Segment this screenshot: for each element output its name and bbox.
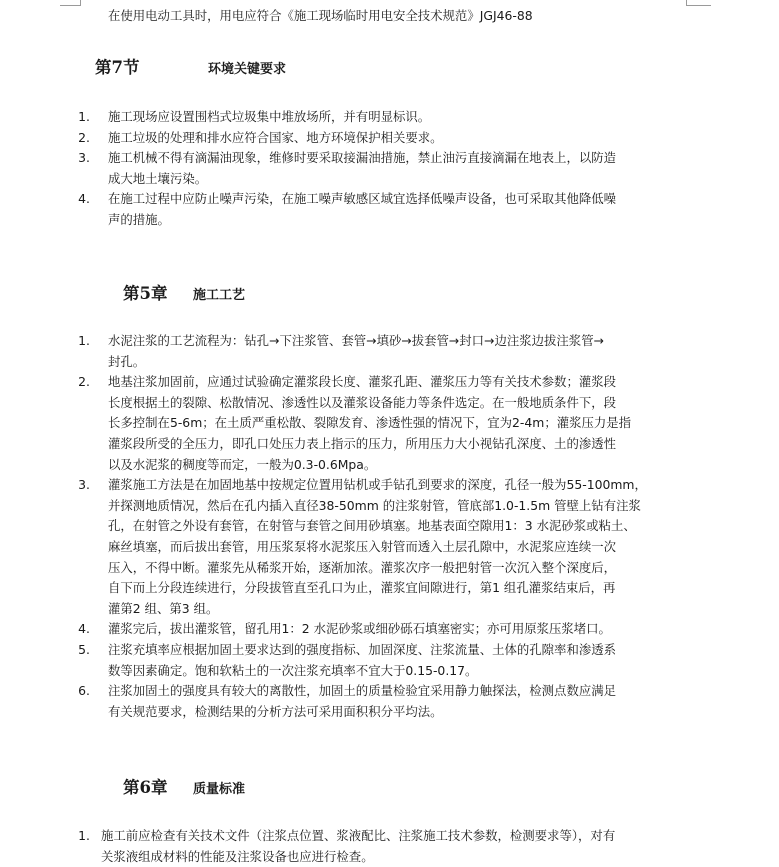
section-7-title: 环境关键要求: [208, 62, 287, 77]
list-item-text: 灌第2 组、第3 组。: [108, 600, 219, 616]
list-item-number: 4.: [78, 191, 90, 207]
section-7-number: 第7节: [95, 58, 140, 77]
intro-line: 在使用电动工具时，用电应符合《施工现场临时用电安全技术规范》JGJ46-88: [108, 8, 533, 23]
list-item-text: 注浆加固土的强度具有较大的离散性，加固土的质量检验宜采用静力触探法，检测点数应满足: [108, 683, 617, 699]
list-item-text: 封孔。: [108, 353, 146, 369]
list-item-text: 成大地土壤污染。: [108, 170, 208, 186]
list-item-number: 6.: [78, 683, 90, 699]
list-item-text: 施工机械不得有滴漏油现象，维修时要采取接漏油措施，禁止油污直接滴漏在地表上，以防造: [108, 150, 617, 166]
chapter-6-title: 质量标准: [193, 782, 246, 797]
list-item-text: 地基注浆加固前，应通过试验确定灌浆段长度、灌浆孔距、灌浆压力等有关技术参数；灌浆段: [108, 374, 617, 390]
list-item-text: 长度根据土的裂隙、松散情况、渗透性以及灌浆设备能力等条件选定。在一般地质条件下，段: [108, 394, 617, 410]
list-item-number: 3.: [78, 150, 90, 166]
list-item-text: 施工现场应设置围档式垃圾集中堆放场所，并有明显标识。: [108, 109, 431, 124]
list-item-number: 1.: [78, 333, 90, 348]
list-item-text: 麻丝填塞，而后拔出套管，用压浆泵将水泥浆压入射管而透入土层孔隙中，水泥浆应连续一次: [108, 539, 617, 554]
list-item-number: 5.: [78, 642, 90, 657]
list-item-number: 1.: [78, 828, 90, 843]
chapter-5-title: 施工工艺: [193, 288, 246, 303]
list-item-text: 水泥注浆的工艺流程为：钻孔→下注浆管、套管→填砂→拔套管→封口→边注浆边拔注浆管→: [108, 333, 604, 348]
list-item-text: 有关规范要求，检测结果的分析方法可采用面积积分平均法。: [108, 703, 443, 719]
chapter-5-number: 第5章: [123, 284, 168, 303]
list-item-text: 声的措施。: [108, 212, 170, 227]
list-item-text: 压入，不得中断。灌浆先从稀浆开始，逐渐加浓。灌浆次序一般把射管一次沉入整个深度后，: [108, 559, 617, 575]
list-item-number: 2.: [78, 129, 90, 145]
list-item-text: 关浆液组成材料的性能及注浆设备也应进行检查。: [101, 848, 374, 864]
page-corner-mark-right: [686, 0, 711, 6]
list-item-text: 数等因素确定。饱和软粘土的一次注浆充填率不宜大于0.15-0.17。: [108, 662, 478, 678]
list-item-text: 孔，在射管之外设有套管，在射管与套管之间用砂填塞。地基表面空隙用1：3 水泥砂浆或粘土、: [108, 518, 636, 534]
list-item-text: 施工垃圾的处理和排水应符合国家、地方环境保护相关要求。: [108, 129, 443, 145]
list-item-text: 注浆充填率应根据加固土要求达到的强度指标、加固深度、注浆流量、土体的孔隙率和渗透系: [108, 642, 617, 657]
list-item-text: 灌浆段所受的全压力，即孔口处压力表上指示的压力，所用压力大小视钻孔深度、土的渗透性: [108, 436, 617, 451]
list-item-text: 长多控制在5-6m；在土质严重松散、裂隙发育、渗透性强的情况下，宜为2-4m；灌浆压力是指: [108, 415, 632, 431]
list-item-number: 1.: [78, 109, 90, 124]
list-item-text: 在施工过程中应防止噪声污染，在施工噪声敏感区域宜选择低噪声设备，也可采取其他降低噪: [108, 191, 617, 207]
page-corner-mark-left: [60, 0, 81, 6]
list-item-text: 自下而上分段连续进行，分段拔管直至孔口为止，灌浆宜间隙进行，第1 组孔灌浆结束后，再: [108, 580, 616, 596]
list-item-number: 3.: [78, 477, 90, 493]
list-item-text: 灌浆施工方法是在加固地基中按规定位置用钻机或手钻孔到要求的深度，孔径一般为55-100mm，: [108, 477, 647, 493]
chapter-6-number: 第6章: [123, 778, 168, 797]
list-item-number: 4.: [78, 621, 90, 637]
list-item-text: 灌浆完后，拔出灌浆管，留孔用1：2 水泥砂浆或细砂砾石填塞密实；亦可用原浆压浆堵口。: [108, 621, 611, 637]
list-item-text: 并探测地质情况，然后在孔内插入直径38-50mm 的注浆射管，管底部1.0-1.5m 管壁上钻有注浆: [108, 497, 641, 513]
list-item-text: 以及水泥浆的稠度等而定，一般为0.3-0.6Mpa。: [108, 456, 377, 472]
list-item-text: 施工前应检查有关技术文件（注浆点位置、浆液配比、注浆施工技术参数，检测要求等），对有: [101, 828, 616, 843]
list-item-number: 2.: [78, 374, 90, 390]
